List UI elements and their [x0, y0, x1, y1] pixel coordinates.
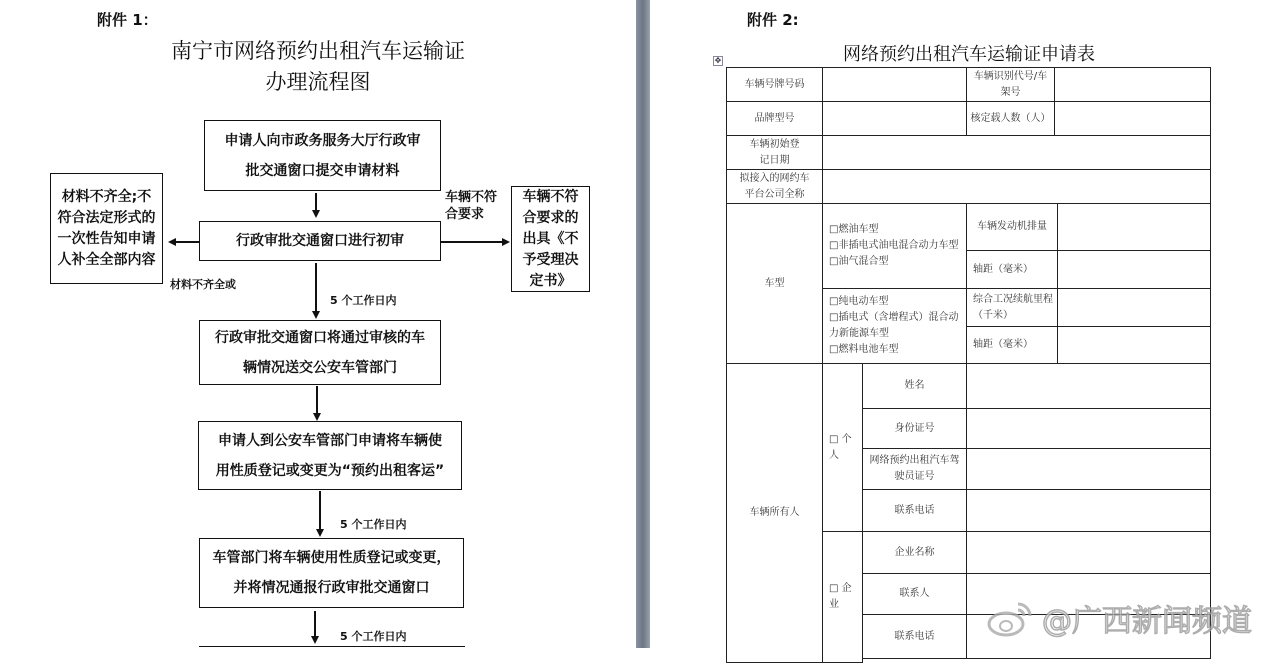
label-brand: 品牌型号: [726, 101, 823, 136]
form-title: 网络预约出租汽车运输证申请表: [843, 44, 1095, 65]
days-label: 5 个工作日内: [340, 518, 407, 531]
weibo-logo-icon: [986, 598, 1036, 638]
input-phone[interactable]: [966, 489, 1211, 532]
input-reg-date[interactable]: [822, 135, 1211, 170]
type-options-fuel[interactable]: [822, 203, 967, 289]
arrow: [315, 193, 317, 211]
reject-left-box: [50, 173, 163, 284]
arrow: [316, 386, 318, 414]
reject-text: 车辆不符合要求的出具《不予受理决定书》: [522, 188, 579, 289]
flowchart-title: [100, 36, 536, 98]
label-plate: 车辆号牌号码: [726, 67, 823, 102]
input-seats[interactable]: [1054, 101, 1211, 136]
checkbox-company[interactable]: □ 企业: [822, 531, 863, 663]
arrow: [315, 263, 317, 311]
attachment-label: 附件 2:: [747, 11, 799, 29]
title-line1: 南宁市网络预约出租汽车运输证: [171, 39, 465, 63]
watermark: [986, 596, 1252, 640]
label-wheelbase1: 轴距（毫米）: [966, 250, 1058, 289]
step-text: 辆情况送交公安车管部门: [243, 359, 397, 376]
input-id[interactable]: [966, 408, 1211, 449]
label-contact: 联系人: [862, 573, 967, 615]
step-text: 申请人向市政务服务大厅行政审: [224, 132, 421, 149]
step-register-change: [199, 538, 464, 608]
step-text: 申请人到公安车管部门申请将车辆使: [218, 432, 442, 449]
step-text: 行政审批交通窗口进行初审: [236, 233, 404, 249]
title-line2: 办理流程图: [265, 70, 371, 94]
input-company-name[interactable]: [966, 531, 1211, 574]
label-name: 姓名: [862, 363, 967, 409]
arrow: [319, 491, 321, 529]
label-wheelbase2: 轴距（毫米）: [966, 326, 1058, 364]
checkbox-individual[interactable]: □ 个人: [822, 363, 863, 532]
step-text: 并将情况通报行政审批交通窗口: [233, 580, 430, 596]
label-driver-license: 网络预约出租汽车驾驶员证号: [862, 448, 967, 490]
checkbox-fuel[interactable]: □燃油车型: [829, 224, 879, 235]
next-step-box-edge: [199, 646, 465, 650]
label-vin: 车辆识别代号/车架号: [966, 67, 1055, 102]
input-driver-license[interactable]: [966, 448, 1211, 490]
checkbox-ev[interactable]: □纯电动车型: [829, 296, 889, 307]
days-label: 5 个工作日内: [330, 294, 397, 307]
watermark-text: @广西新闻频道: [1042, 604, 1252, 639]
label-reg-date: 车辆初始登记日期: [726, 135, 823, 170]
input-brand[interactable]: [822, 101, 967, 136]
input-plate[interactable]: [822, 67, 967, 102]
label-range: 综合工况续航里程（千米）: [966, 288, 1058, 327]
reject-right-box: [511, 186, 590, 292]
checkbox-hybrid[interactable]: □非插电式油电混合动力车型: [829, 240, 959, 251]
checkbox-fuel-cell[interactable]: □燃料电池车型: [829, 344, 899, 355]
label-phone: 联系电话: [862, 489, 967, 532]
days-label: 5 个工作日内: [340, 630, 407, 643]
input-wheelbase1[interactable]: [1057, 250, 1211, 289]
label-platform: 拟接入的网约车平台公司全称: [726, 169, 823, 204]
step-text: 车管部门将车辆使用性质登记或变更，: [212, 550, 451, 566]
label-id: 身份证号: [862, 408, 967, 449]
step-submit: [204, 120, 441, 191]
table-move-handle-icon[interactable]: ✥: [714, 56, 722, 65]
label-type: 车型: [726, 203, 823, 364]
checkbox-phev[interactable]: □插电式（含增程式）混合动力新能源车型: [829, 312, 959, 339]
step-text: 批交通窗口提交申请材料: [245, 162, 400, 179]
vehicle-fail-label: 车辆不符合要求: [445, 190, 498, 222]
input-engine[interactable]: [1057, 203, 1211, 251]
reject-text: 材料不齐全;不符合法定形式的一次性告知申请人补全全部内容: [57, 188, 156, 268]
attachment-label: 附件 1：: [97, 11, 158, 29]
label-seats: 核定载人数（人）: [966, 101, 1055, 136]
input-vin[interactable]: [1054, 67, 1211, 102]
input-range[interactable]: [1057, 288, 1211, 327]
arrow: [314, 611, 316, 637]
arrow: [441, 241, 503, 243]
step-text: 行政审批交通窗口将通过审核的车: [215, 329, 425, 346]
material-label: 材料不齐全或: [170, 278, 236, 291]
step-apply-police: [198, 421, 462, 490]
label-owner: 车辆所有人: [726, 363, 823, 663]
input-platform[interactable]: [822, 169, 1211, 204]
label-engine: 车辆发动机排量: [966, 203, 1058, 251]
page-divider: [636, 0, 650, 648]
label-company-name: 企业名称: [862, 531, 967, 574]
input-wheelbase2[interactable]: [1057, 326, 1211, 364]
label-company-phone: 联系电话: [862, 614, 967, 659]
arrow: [176, 241, 199, 243]
left-page: [0, 0, 636, 648]
step-text: 用性质登记或变更为“预约出租客运”: [215, 462, 445, 479]
type-options-ev[interactable]: [822, 288, 967, 364]
input-name[interactable]: [966, 363, 1211, 409]
checkbox-gas[interactable]: □油气混合型: [829, 256, 889, 267]
step-send-police: [199, 320, 441, 385]
step-initial-review: [199, 221, 441, 261]
